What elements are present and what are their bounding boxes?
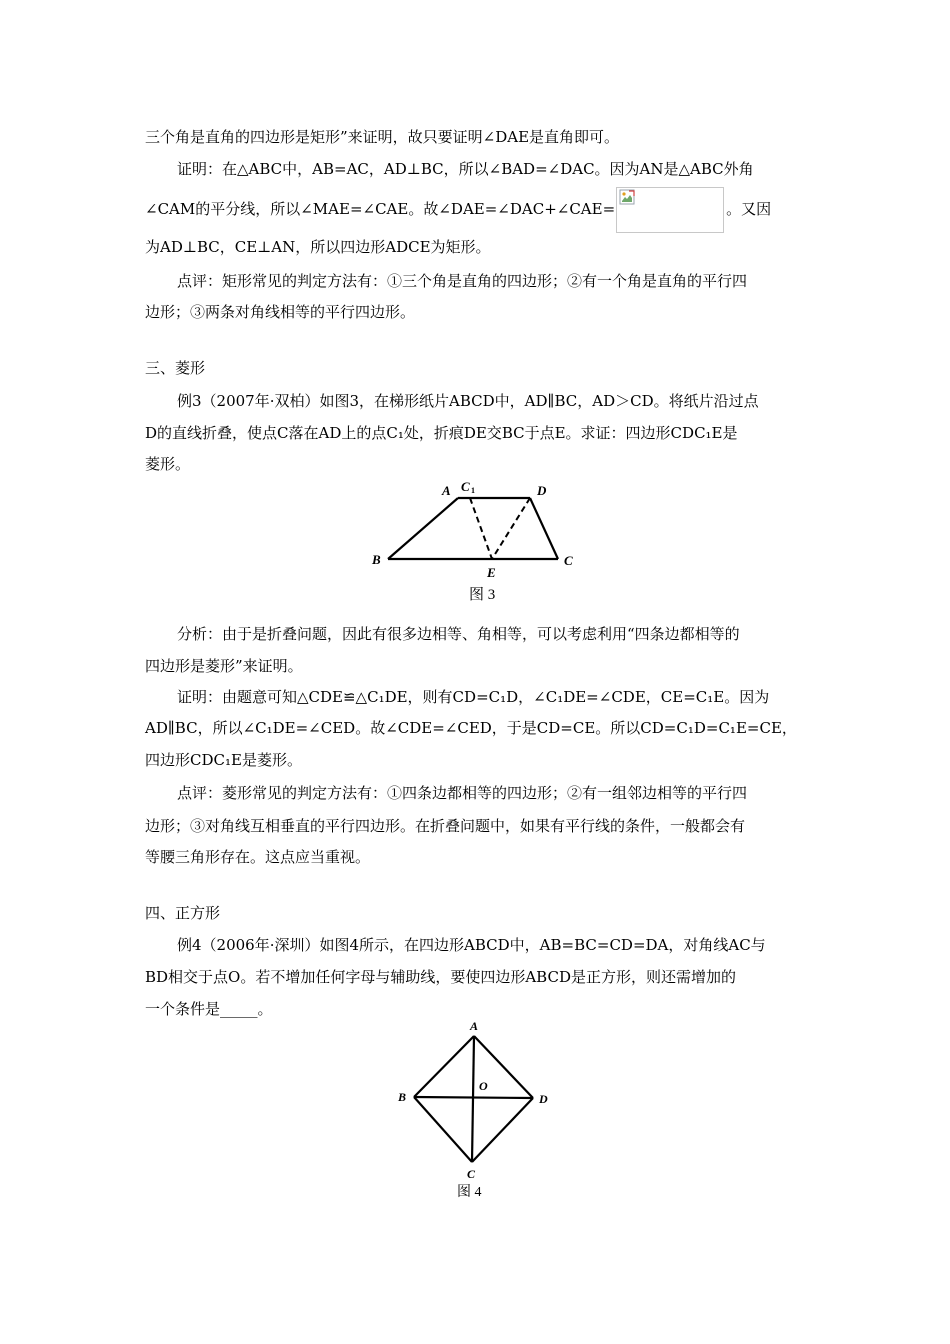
figure-4-rhombus — [390, 1015, 565, 1205]
paragraph: 边形；③两条对角线相等的平行四边形。 — [145, 303, 416, 321]
fold-line-de — [492, 498, 530, 559]
broken-image-icon — [619, 189, 635, 205]
section-heading: 三、菱形 — [145, 359, 206, 377]
figure-4-caption: 图 4 — [457, 1185, 482, 1200]
figure-3-trapezoid — [360, 474, 590, 609]
figure-3-caption: 图 3 — [469, 587, 496, 603]
comment-paragraph: 点评：菱形常见的判定方法有：①四条边都相等的四边形；②有一组邻边相等的平行四 — [177, 784, 748, 802]
paragraph: D的直线折叠，使点C落在AD上的点C₁处，折痕DE交BC于点E。求证：四边形CDC₁E是 — [145, 424, 738, 442]
label-b: B — [372, 552, 381, 567]
paragraph: 为AD⊥BC，CE⊥AN，所以四边形ADCE为矩形。 — [145, 238, 491, 256]
example-paragraph: 例4（2006年·深圳）如图4所示，在四边形ABCD中，AB=BC=CD=DA，对角线AC与 — [177, 936, 766, 954]
paragraph: 菱形。 — [145, 455, 191, 473]
proof-paragraph-line2 — [145, 187, 810, 233]
label-d: D — [539, 1092, 548, 1106]
paragraph: 边形；③对角线互相垂直的平行四边形。在折叠问题中，如果有平行线的条件，一般都会有 — [145, 817, 746, 835]
label-b: B — [398, 1090, 407, 1104]
paragraph: 四边形是菱形”来证明。 — [145, 657, 303, 675]
proof-paragraph: 证明：由题意可知△CDE≌△C₁DE，则有CD=C₁D，∠C₁DE=∠CDE，CE=C₁E。因为 — [177, 688, 770, 706]
paragraph: 等腰三角形存在。这点应当重视。 — [145, 848, 371, 866]
segment-cd — [472, 1098, 533, 1162]
paragraph: BD相交于点O。若不增加任何字母与辅助线，要使四边形ABCD是正方形，则还需增加的 — [145, 968, 736, 986]
text-span: ∠CAM的平分线，所以∠MAE=∠CAE。故∠DAE=∠DAC+∠CAE= — [145, 200, 616, 218]
label-c: C — [564, 553, 573, 568]
comment-paragraph: 点评：矩形常见的判定方法有：①三个角是直角的四边形；②有一个角是直角的平行四 — [177, 272, 748, 290]
label-a: A — [442, 483, 451, 498]
paragraph: 三个角是直角的四边形是矩形”来证明，故只要证明∠DAE是直角即可。 — [145, 128, 620, 146]
label-o: O — [479, 1079, 488, 1093]
label-c: C — [467, 1167, 476, 1181]
label-d: D — [537, 483, 547, 498]
diagonal-bd — [414, 1097, 533, 1098]
label-a: A — [470, 1019, 479, 1033]
diagonal-ac — [472, 1036, 474, 1162]
label-c1-subscript: 1 — [471, 486, 475, 495]
inline-image-placeholder — [616, 187, 724, 233]
label-e: E — [487, 565, 496, 580]
label-c1: C — [461, 479, 470, 494]
segment-dc — [530, 498, 558, 559]
proof-paragraph: 证明：在△ABC中，AB=AC，AD⊥BC，所以∠BAD=∠DAC。因为AN是△ABC外角 — [177, 160, 754, 178]
segment-ab — [414, 1036, 474, 1097]
example-paragraph: 例3（2007年·双柏）如图3，在梯形纸片ABCD中，AD∥BC，AD＞CD。将纸片沿过点 — [177, 392, 759, 410]
section-heading: 四、正方形 — [145, 904, 221, 922]
fold-segment-c1e — [470, 498, 492, 559]
text-span: 。又因 — [726, 200, 772, 218]
paragraph: 四边形CDC₁E是菱形。 — [145, 751, 302, 769]
segment-bc — [414, 1097, 472, 1162]
paragraph: AD∥BC，所以∠C₁DE=∠CED。故∠CDE=∠CED，于是CD=CE。所以CD=C₁D=C₁E=CE， — [145, 719, 797, 737]
paragraph: 一个条件是_____。 — [145, 1000, 273, 1018]
segment-ab — [388, 498, 458, 559]
analysis-paragraph: 分析：由于是折叠问题，因此有很多边相等、角相等，可以考虑利用“四条边都相等的 — [177, 625, 740, 643]
